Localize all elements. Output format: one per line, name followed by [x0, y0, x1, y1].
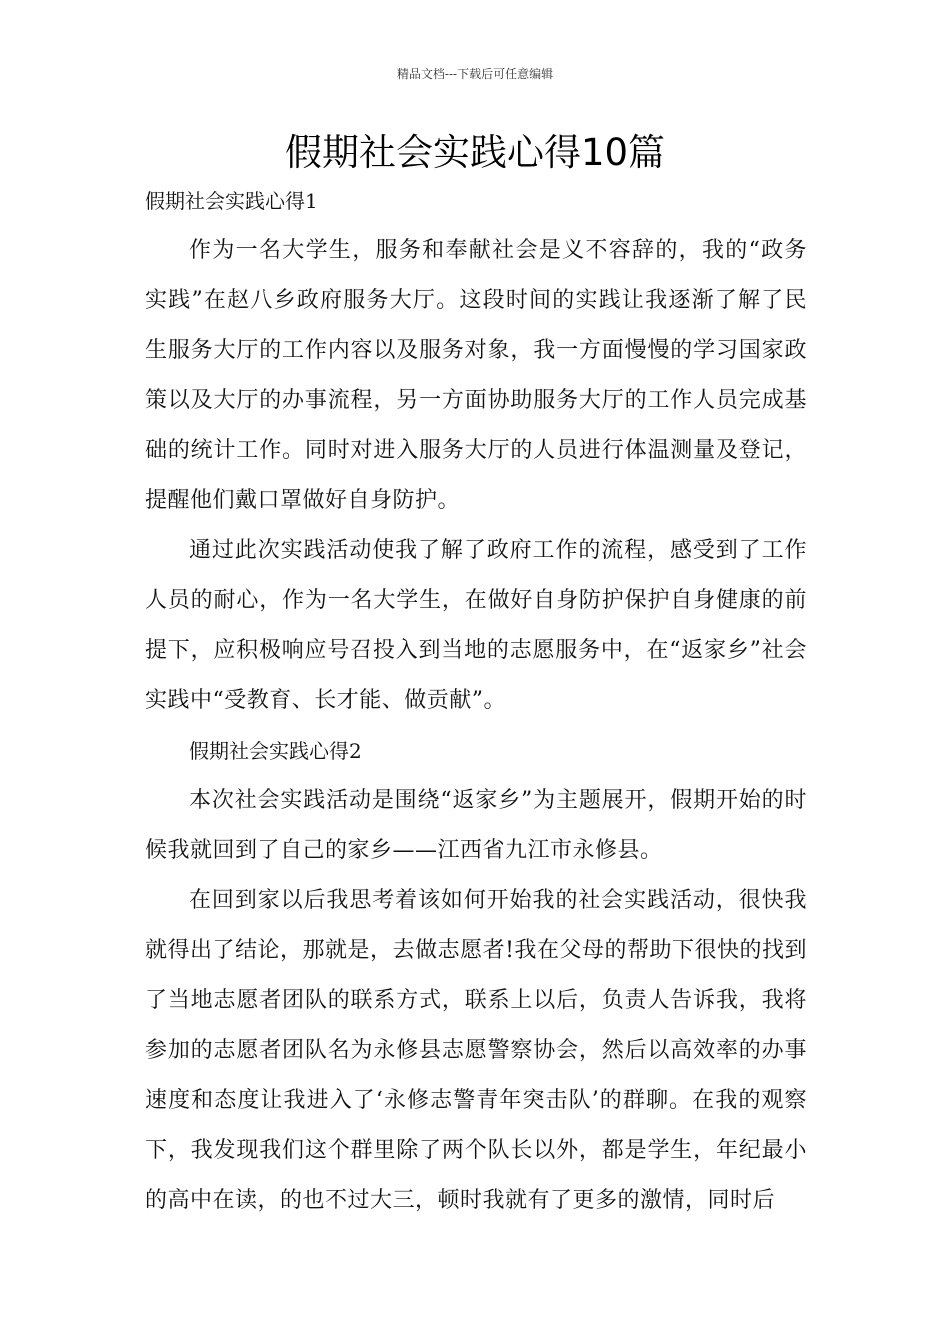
paragraph: 在回到家以后我思考着该如何开始我的社会实践活动，很快我就得出了结论，那就是，去做志愿者!我在父母的帮助下很快的找到了当地志愿者团队的联系方式，联系上以后，负责人告诉我，我将参加的志愿者团队名为永修县志愿警察协会，然后以高效率的办事速度和态度让我进入了‘永修志警青年突击队’的群聊。在我的观察下，我发现我们这个群里除了两个队长以外，都是学生，年纪最小的高中在读，的也不过大三，顿时我就有了更多的激情，同时后	[145, 888, 807, 1213]
section-heading-2: 假期社会实践心得2	[189, 739, 362, 763]
paragraph: 本次社会实践活动是围绕“返家乡”为主题展开，假期开始的时候我就回到了自己的家乡——江西省九江市永修县。	[145, 788, 807, 863]
header-note: 精品文档---下载后可任意编辑	[396, 67, 554, 81]
document-body	[145, 176, 807, 1226]
paragraph: 通过此次实践活动使我了解了政府工作的流程，感受到了工作人员的耐心，作为一名大学生，在做好自身防护保护自身健康的前提下，应积极响应号召投入到当地的志愿服务中，在“返家乡”社会实践中“受教育、长才能、做贡献”。	[145, 538, 807, 713]
document-title: 假期社会实践心得10篇	[284, 131, 666, 174]
paragraph: 作为一名大学生，服务和奉献社会是义不容辞的，我的“政务实践”在赵八乡政府服务大厅。这段时间的实践让我逐渐了解了民生服务大厅的工作内容以及服务对象，我一方面慢慢的学习国家政策以及大厅的办事流程，另一方面协助服务大厅的工作人员完成基础的统计工作。同时对进入服务大厅的人员进行体温测量及登记，提醒他们戴口罩做好自身防护。	[145, 238, 807, 513]
section-heading-1: 假期社会实践心得1	[145, 189, 318, 213]
